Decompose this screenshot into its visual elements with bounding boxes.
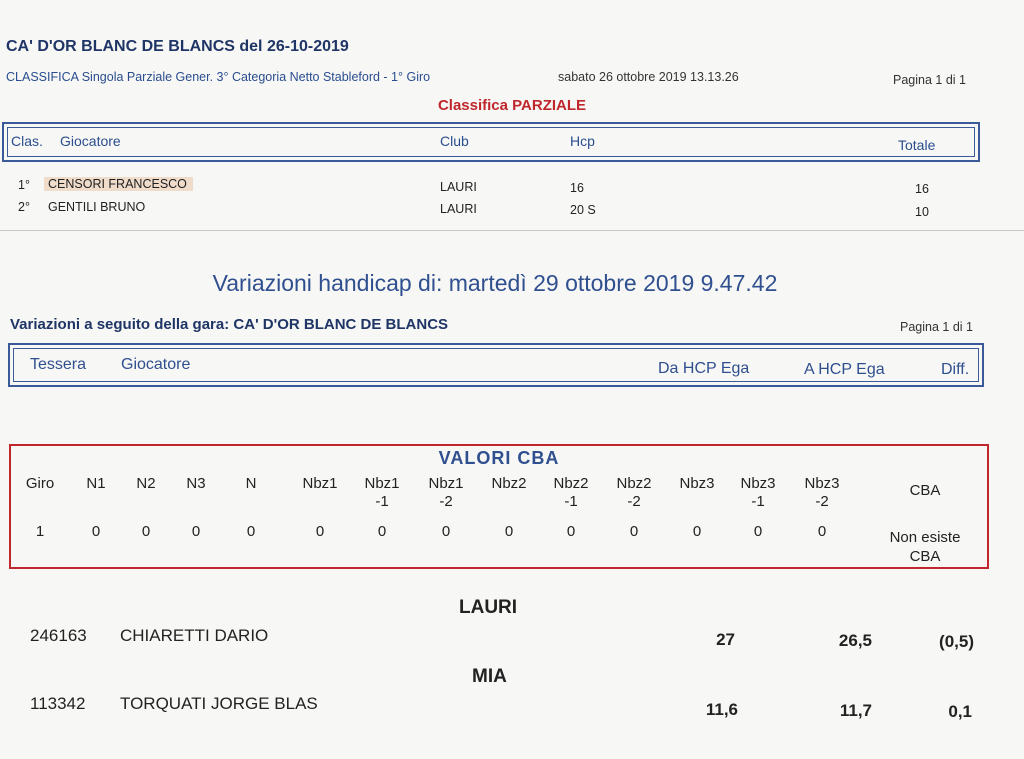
cba-value-6: 0 [377, 523, 387, 540]
cba-header-n3: N3 [186, 475, 206, 492]
cba-header-cba: CBA [909, 482, 941, 499]
row-2-club: LAURI [440, 202, 477, 216]
col-giocatore-2: Giocatore [121, 356, 191, 373]
row-1-pos: 1° [18, 178, 30, 192]
player-a-hcp: 11,7 [839, 701, 872, 720]
page-divider [0, 230, 1024, 231]
player-name: TORQUATI JORGE BLAS [120, 694, 318, 713]
cba-header-nbz3: Nbz3 [679, 475, 715, 492]
cba-header-nbz2: Nbz2 [491, 475, 527, 492]
col-hcp: Hcp [570, 133, 595, 149]
cba-header-nbz1: Nbz1 [302, 475, 338, 492]
row-1-hcp: 16 [570, 181, 584, 195]
cba-value-13: 0 [817, 523, 827, 540]
col-tessera: Tessera [30, 356, 87, 373]
cba-value-10: 0 [629, 523, 639, 540]
cba-header-nbz3-2: Nbz3 -2 [804, 475, 840, 510]
page-indicator: Pagina 1 di 1 [893, 73, 966, 87]
page-indicator-2: Pagina 1 di 1 [900, 320, 973, 334]
print-datetime: sabato 26 ottobre 2019 13.13.26 [558, 70, 739, 84]
cba-header-n1: N1 [86, 475, 106, 492]
player-tessera: 246163 [30, 626, 87, 645]
cba-value-8: 0 [504, 523, 514, 540]
row-2-name: GENTILI BRUNO [48, 200, 146, 214]
cba-title: VALORI CBA [438, 448, 560, 468]
cba-header-nbz2-2: Nbz2 -2 [616, 475, 652, 510]
club-name: MIA [472, 666, 507, 687]
cba-header-nbz1-2: Nbz1 -2 [428, 475, 464, 510]
cba-header-nbz3-1: Nbz3 -1 [740, 475, 776, 510]
col-a-hcp: A HCP Ega [804, 361, 885, 378]
col-clas: Clas. [11, 133, 43, 149]
player-diff: 0,1 [948, 702, 972, 721]
section-title-classifica: Classifica PARZIALE [437, 97, 587, 114]
row-2-pos: 2° [18, 200, 30, 214]
variazioni-title: Variazioni handicap di: martedì 29 ottobre 2019 9.47.42 [212, 270, 778, 296]
player-name: CHIARETTI DARIO [120, 626, 269, 645]
cba-value-14: Non esiste CBA [889, 529, 961, 565]
row-1-club: LAURI [440, 180, 477, 194]
player-a-hcp: 26,5 [838, 631, 872, 650]
cba-value-2: 0 [141, 523, 151, 540]
col-giocatore: Giocatore [60, 133, 121, 149]
classification-subtitle: CLASSIFICA Singola Parziale Gener. 3° Categoria Netto Stableford - 1° Giro [6, 70, 431, 84]
gara-subtitle: Variazioni a seguito della gara: CA' D'OR BLANC DE BLANCS [10, 316, 449, 333]
cba-header-nbz2-1: Nbz2 -1 [553, 475, 589, 510]
player-diff: (0,5) [939, 632, 974, 651]
player-da-hcp: 11,6 [705, 700, 738, 719]
col-diff: Diff. [941, 361, 970, 378]
cba-header-n: N [245, 475, 257, 492]
cba-header-giro: Giro [25, 475, 55, 492]
col-club: Club [440, 133, 469, 149]
col-totale: Totale [898, 137, 936, 153]
cba-value-9: 0 [566, 523, 576, 540]
row-1-totale: 16 [915, 182, 929, 196]
document-title: CA' D'OR BLANC DE BLANCS del 26-10-2019 [6, 38, 349, 55]
row-1-name: CENSORI FRANCESCO [44, 177, 193, 191]
cba-header-n2: N2 [136, 475, 156, 492]
row-2-hcp: 20 S [570, 203, 596, 217]
cba-value-0: 1 [35, 523, 45, 540]
col-da-hcp: Da HCP Ega [658, 360, 750, 377]
club-name: LAURI [459, 597, 518, 618]
cba-value-12: 0 [753, 523, 763, 540]
cba-value-11: 0 [692, 523, 702, 540]
row-2-totale: 10 [915, 205, 929, 219]
player-da-hcp: 27 [716, 630, 735, 649]
cba-header-nbz1-1: Nbz1 -1 [364, 475, 400, 510]
cba-value-5: 0 [315, 523, 325, 540]
cba-value-3: 0 [191, 523, 201, 540]
cba-value-7: 0 [441, 523, 451, 540]
cba-value-4: 0 [246, 523, 256, 540]
player-tessera: 113342 [30, 694, 86, 713]
cba-value-1: 0 [91, 523, 101, 540]
classifica-header-box [2, 122, 980, 162]
